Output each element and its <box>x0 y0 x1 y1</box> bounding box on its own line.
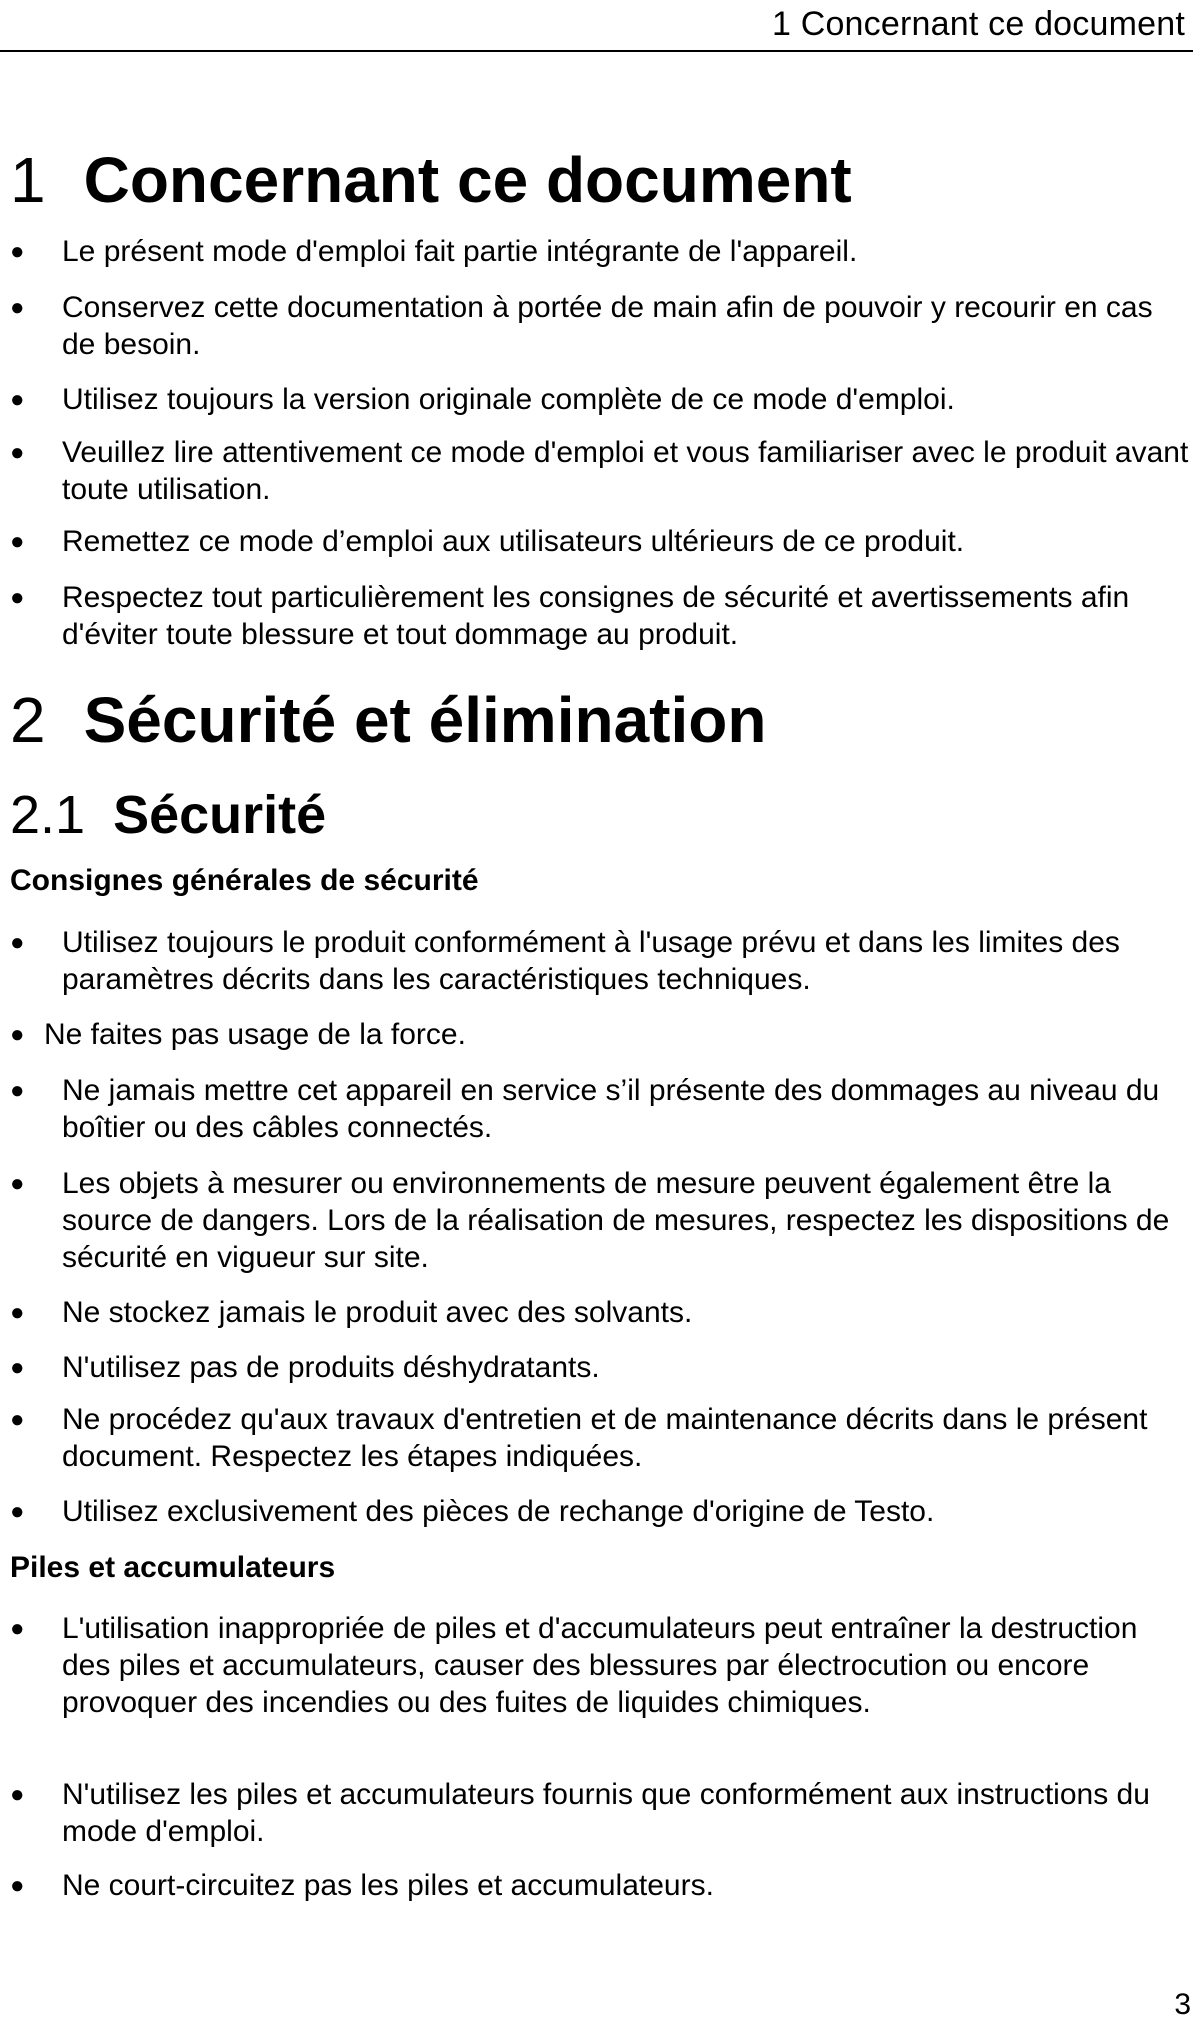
bullet-icon: ● <box>10 238 25 265</box>
section-number: 2.1 <box>10 785 86 845</box>
bullet-icon: ● <box>10 439 25 466</box>
bullet-icon: ● <box>10 1872 25 1899</box>
bullet-icon: ● <box>10 294 25 321</box>
section-2-heading <box>10 684 767 756</box>
section-title: Concernant ce document <box>83 144 852 216</box>
section-2-1-heading <box>10 785 327 845</box>
section-title: Sécurité <box>113 785 327 845</box>
section-1-heading <box>10 144 852 216</box>
section-number: 2 <box>10 684 46 756</box>
bullet-icon: ● <box>10 1077 25 1104</box>
bullet-icon: ● <box>10 386 25 413</box>
bullet-icon: ● <box>10 1498 25 1525</box>
running-header <box>0 0 1193 52</box>
bullet-icon: ● <box>10 1406 25 1433</box>
bullet-icon: ● <box>10 1021 25 1048</box>
section-title: Sécurité et élimination <box>83 684 767 756</box>
running-header-title: 1 Concernant ce document <box>771 5 1185 43</box>
bullet-icon: ● <box>10 584 25 611</box>
bullet-icon: ● <box>10 528 25 555</box>
bullet-icon: ● <box>10 1354 25 1381</box>
bullet-icon: ● <box>10 1781 25 1808</box>
section-number: 1 <box>10 144 46 216</box>
bullet-icon: ● <box>10 929 25 956</box>
general-safety-heading: Consignes générales de sécurité <box>10 864 479 897</box>
bullet-icon: ● <box>10 1615 25 1642</box>
bullet-icon: ● <box>10 1299 25 1326</box>
page-number: 3 <box>1174 1988 1191 2021</box>
bullet-icon: ● <box>10 1170 25 1197</box>
batteries-heading: Piles et accumulateurs <box>10 1551 336 1584</box>
